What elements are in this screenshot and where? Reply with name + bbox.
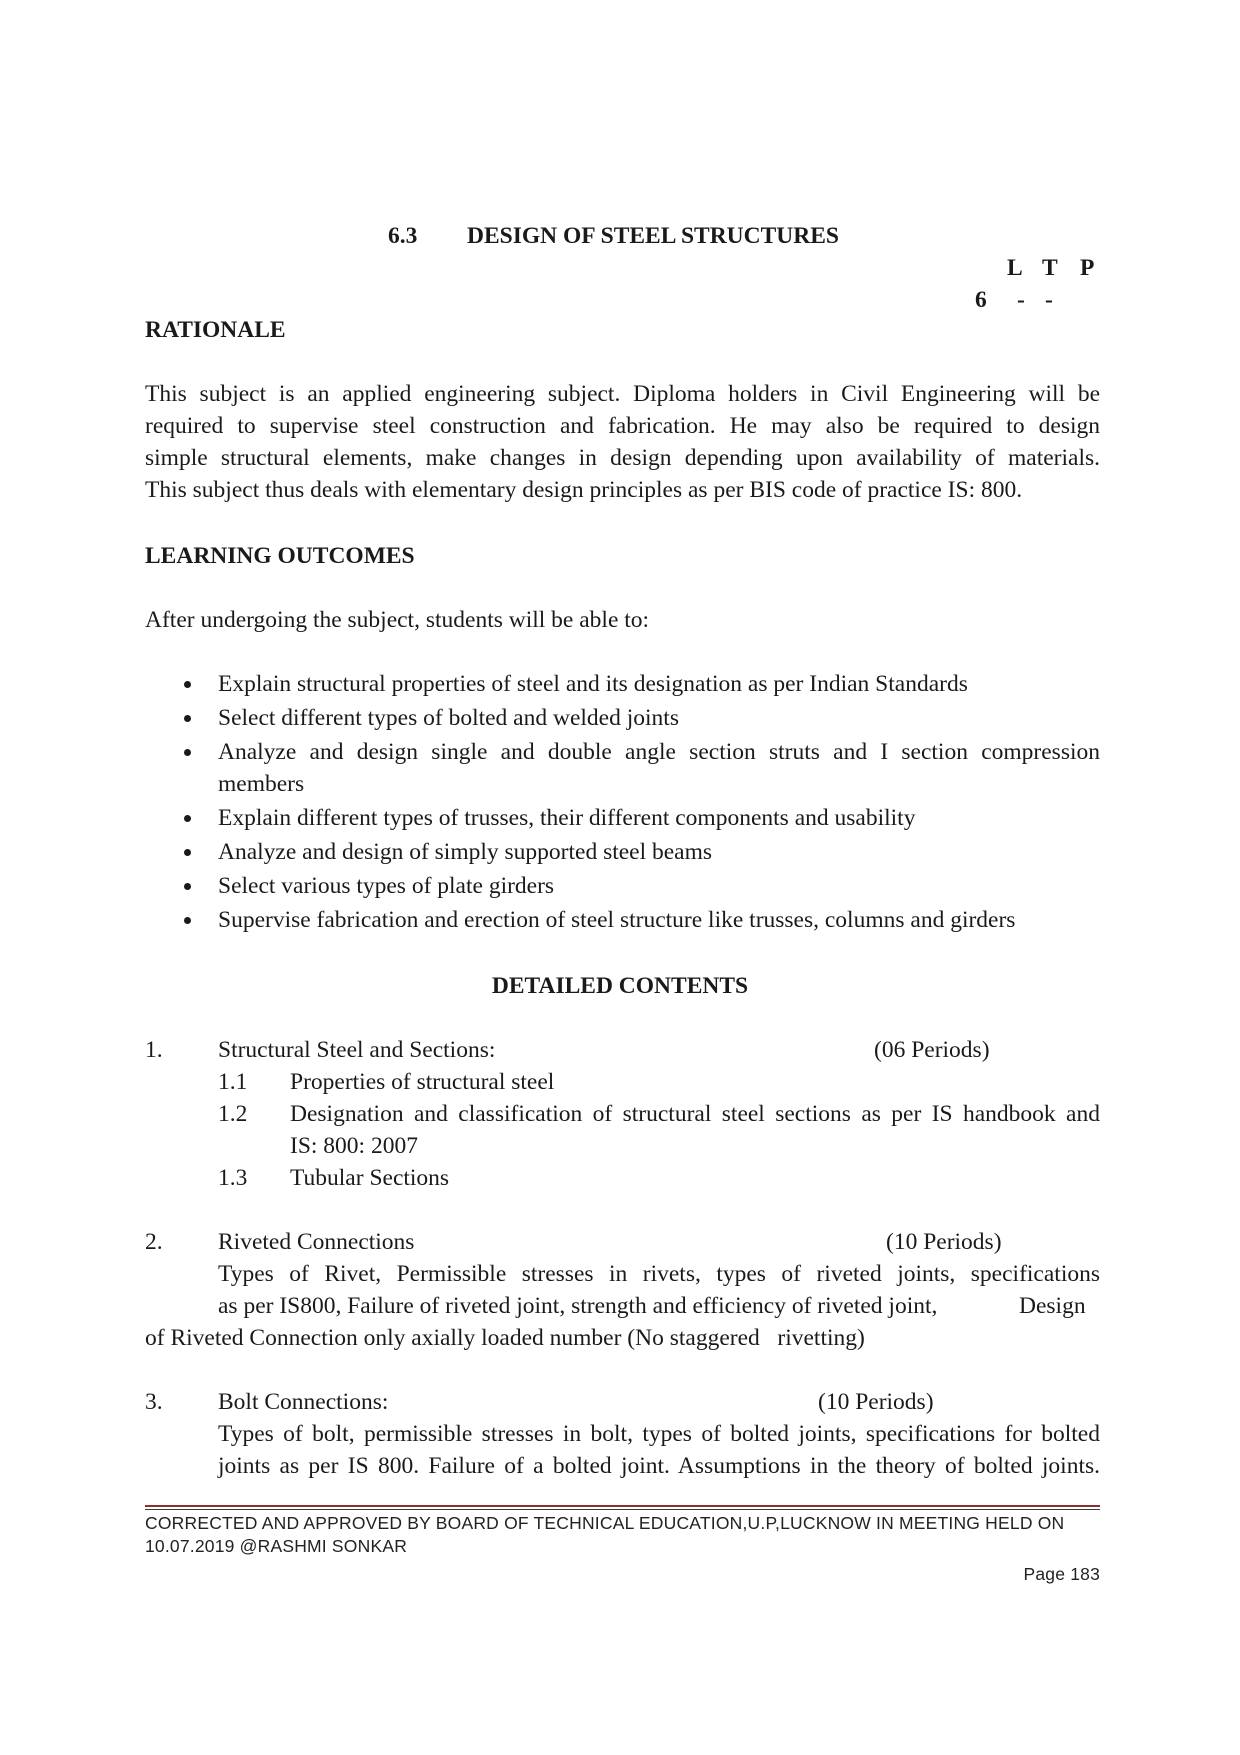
unit-2-text-word: Design [1019, 1293, 1086, 1319]
rationale-line: simple structural elements, make changes in design depending upon availability of materials. [145, 445, 1100, 471]
learning-outcomes-intro: After undergoing the subject, students will be able to: [145, 607, 650, 633]
section-title [0, 220, 1240, 252]
unit-3-text-line: Types of bolt, permissible stresses in bolt, types of bolted joints, specifications for bolted [218, 1421, 1100, 1447]
outcome-text: Explain structural properties of steel and its designation as per Indian Standards [218, 671, 968, 697]
page-number: Page 183 [1023, 1564, 1100, 1584]
rationale-line: This subject thus deals with elementary design principles as per BIS code of practice IS: 800. [145, 477, 1023, 503]
ltp-labels [1003, 252, 1113, 284]
footer-approval-line: CORRECTED AND APPROVED BY BOARD OF TECHNICAL EDUCATION,U.P,LUCKNOW IN MEETING HELD ON [145, 1513, 1065, 1533]
list-item [218, 802, 1100, 836]
section-title-text: DESIGN OF STEEL STRUCTURES [467, 223, 839, 249]
subtopic-text: Tubular Sections [290, 1165, 450, 1191]
section-number: 6.3 [388, 223, 418, 249]
ltp-label-t: T [1042, 255, 1058, 281]
unit-2-text-line: as per IS800, Failure of riveted joint, strength and efficiency of riveted joint, [218, 1293, 938, 1319]
bullet-icon [184, 749, 191, 756]
unit-3-number: 3. [145, 1389, 163, 1415]
bullet-icon [184, 681, 191, 688]
subtopic-number: 1.1 [218, 1069, 248, 1095]
ltp-value-p: - [1045, 287, 1053, 313]
detailed-contents-heading: DETAILED CONTENTS [491, 973, 749, 999]
ltp-label-p: P [1080, 255, 1095, 281]
unit-3-text-line: joints as per IS 800. Failure of a bolted joint. Assumptions in the theory of bolted joints. [218, 1453, 1100, 1479]
ltp-value-t: - [1017, 287, 1025, 313]
rationale-heading: RATIONALE [145, 317, 286, 343]
footer-divider [145, 1505, 1100, 1507]
subtopic-text: Properties of structural steel [290, 1069, 555, 1095]
list-item [218, 736, 1100, 768]
learning-outcomes-heading: LEARNING OUTCOMES [145, 543, 415, 569]
unit-2-periods: (10 Periods) [886, 1229, 1002, 1255]
unit-1-title: Structural Steel and Sections: [218, 1037, 496, 1063]
rationale-line: required to supervise steel construction and fabrication. He may also be required to design [145, 413, 1100, 439]
unit-2-text-line: Types of Rivet, Permissible stresses in rivets, types of riveted joints, specifications [218, 1261, 1100, 1287]
learning-outcomes-list [218, 668, 1100, 938]
subtopic-text: Designation and classification of structural steel sections as per IS handbook and [290, 1101, 1100, 1127]
unit-3-periods: (10 Periods) [818, 1389, 934, 1415]
outcome-text: members [218, 771, 305, 797]
list-item [218, 668, 1100, 702]
unit-3-title: Bolt Connections: [218, 1389, 389, 1415]
ltp-label-l: L [1007, 255, 1023, 281]
unit-1-number: 1. [145, 1037, 163, 1063]
bullet-icon [184, 917, 191, 924]
list-item [218, 702, 1100, 736]
subtopic-number: 1.2 [218, 1101, 248, 1127]
bullet-icon [184, 849, 191, 856]
rationale-paragraph [145, 378, 1100, 506]
bullet-icon [184, 883, 191, 890]
subtopic-text-continuation: IS: 800: 2007 [290, 1133, 418, 1159]
subtopic-number: 1.3 [218, 1165, 248, 1191]
list-item-continuation [218, 768, 1100, 802]
unit-2-title: Riveted Connections [218, 1229, 415, 1255]
unit-2-number: 2. [145, 1229, 163, 1255]
outcome-text: Supervise fabrication and erection of steel structure like trusses, columns and girders [218, 907, 1016, 933]
list-item [218, 836, 1100, 870]
outcome-text: Analyze and design of simply supported steel beams [218, 839, 713, 865]
footer-divider [145, 1509, 1100, 1510]
ltp-value-l: 6 [975, 287, 987, 313]
outcome-text: Select different types of bolted and welded joints [218, 705, 679, 731]
list-item [218, 904, 1100, 938]
footer-approval-line: 10.07.2019 @RASHMI SONKAR [145, 1536, 408, 1556]
ltp-values [975, 284, 1085, 316]
bullet-icon [184, 715, 191, 722]
outcome-text: Explain different types of trusses, their different components and usability [218, 805, 916, 831]
outcome-text: Analyze and design single and double angle section struts and I section compression [218, 739, 1100, 765]
unit-1-periods: (06 Periods) [874, 1037, 990, 1063]
rationale-line: This subject is an applied engineering subject. Diploma holders in Civil Engineering will be [145, 381, 1100, 407]
outcome-text: Select various types of plate girders [218, 873, 555, 899]
unit-2-text-line: of Riveted Connection only axially loaded number (No staggered rivetting) [145, 1325, 865, 1351]
bullet-icon [184, 815, 191, 822]
list-item [218, 870, 1100, 904]
